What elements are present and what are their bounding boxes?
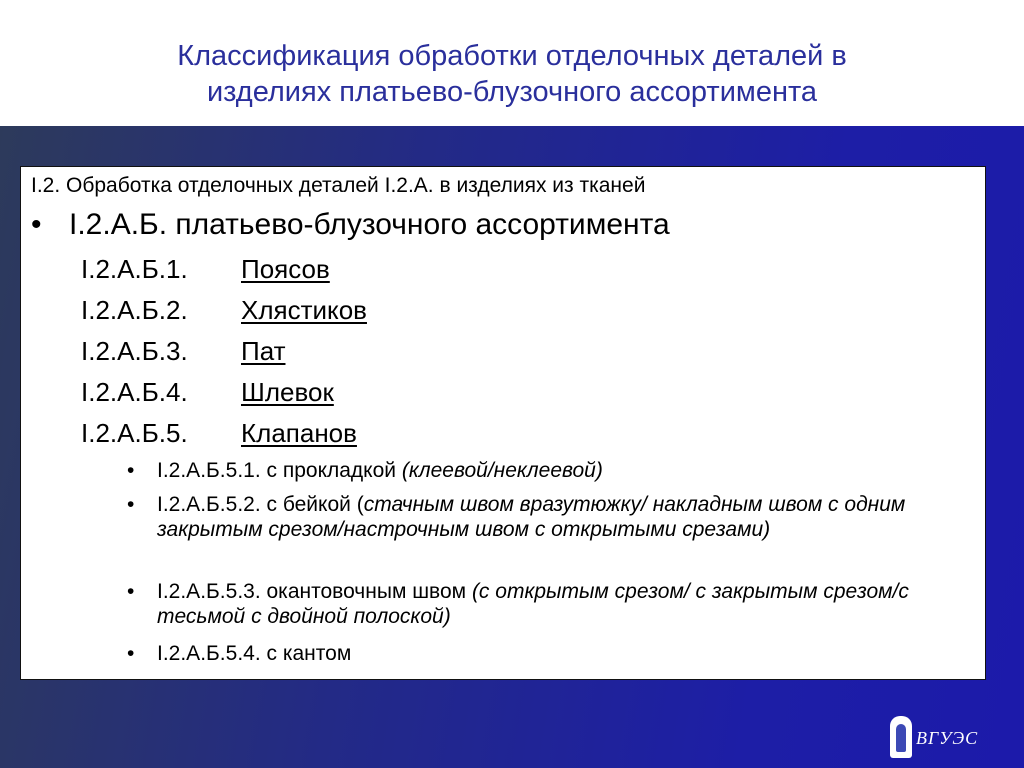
sub-list-item: [127, 458, 947, 483]
statue-icon: [890, 716, 912, 758]
section-heading: [31, 207, 670, 243]
item-link[interactable]: Шлевок: [241, 377, 334, 407]
item-code: I.2.А.Б.1.: [81, 254, 188, 284]
bullet-icon: •: [127, 493, 135, 516]
sub-item-text: I.2.А.Б.5.3. окантовочным швом: [157, 580, 472, 603]
list-item[interactable]: [81, 294, 367, 326]
sub-item-text: I.2.А.Б.5.2. с бейкой (: [157, 493, 364, 516]
item-link[interactable]: Поясов: [241, 254, 330, 284]
bullet-icon: •: [127, 580, 135, 603]
sub-item-variants: (с открытым срезом/ с закрытым срезом/с тесьмой с двойной полоской): [157, 580, 909, 628]
content-box: [20, 166, 986, 680]
list-item[interactable]: [81, 376, 334, 408]
slide-title-line-1: Классификация обработки отделочных деталей в: [177, 40, 847, 72]
sub-item-text: I.2.А.Б.5.4. с кантом: [157, 642, 352, 665]
slide-title-line-2: изделиях платьево-блузочного ассортимента: [206, 76, 818, 108]
item-link[interactable]: Клапанов: [241, 418, 357, 448]
list-item[interactable]: [81, 253, 330, 285]
item-code: I.2.А.Б.4.: [81, 377, 188, 407]
bullet-icon: •: [127, 642, 135, 665]
item-code: I.2.А.Б.2.: [81, 295, 188, 325]
content-heading: I.2. Обработка отделочных деталей I.2.А. в изделиях из тканей: [31, 174, 646, 197]
title-area: [0, 0, 1024, 126]
sub-item-variants: стачным швом вразутюжку/ накладным швом с одним закрытым срезом/настрочным швом с открытыми срезами): [157, 493, 906, 541]
sub-list-item: [127, 492, 947, 542]
item-code: I.2.А.Б.5.: [81, 418, 188, 448]
sub-list-item: [127, 641, 947, 666]
section-label: I.2.А.Б. платьево-блузочного ассортимента: [69, 208, 670, 241]
university-logo: [886, 714, 996, 760]
item-link[interactable]: Хлястиков: [241, 295, 367, 325]
bullet-icon: •: [127, 459, 135, 482]
sub-item-text: I.2.А.Б.5.1. с прокладкой: [157, 459, 402, 482]
logo-text: ВГУЭС: [916, 728, 979, 748]
item-link[interactable]: Пат: [241, 336, 286, 366]
bullet-icon: •: [31, 208, 42, 241]
list-item[interactable]: [81, 417, 357, 449]
slide-title: [60, 38, 964, 110]
sub-item-variants: (клеевой/неклеевой): [401, 459, 603, 482]
list-item[interactable]: [81, 335, 285, 367]
sub-list-item: [127, 579, 947, 629]
item-code: I.2.А.Б.3.: [81, 336, 188, 366]
